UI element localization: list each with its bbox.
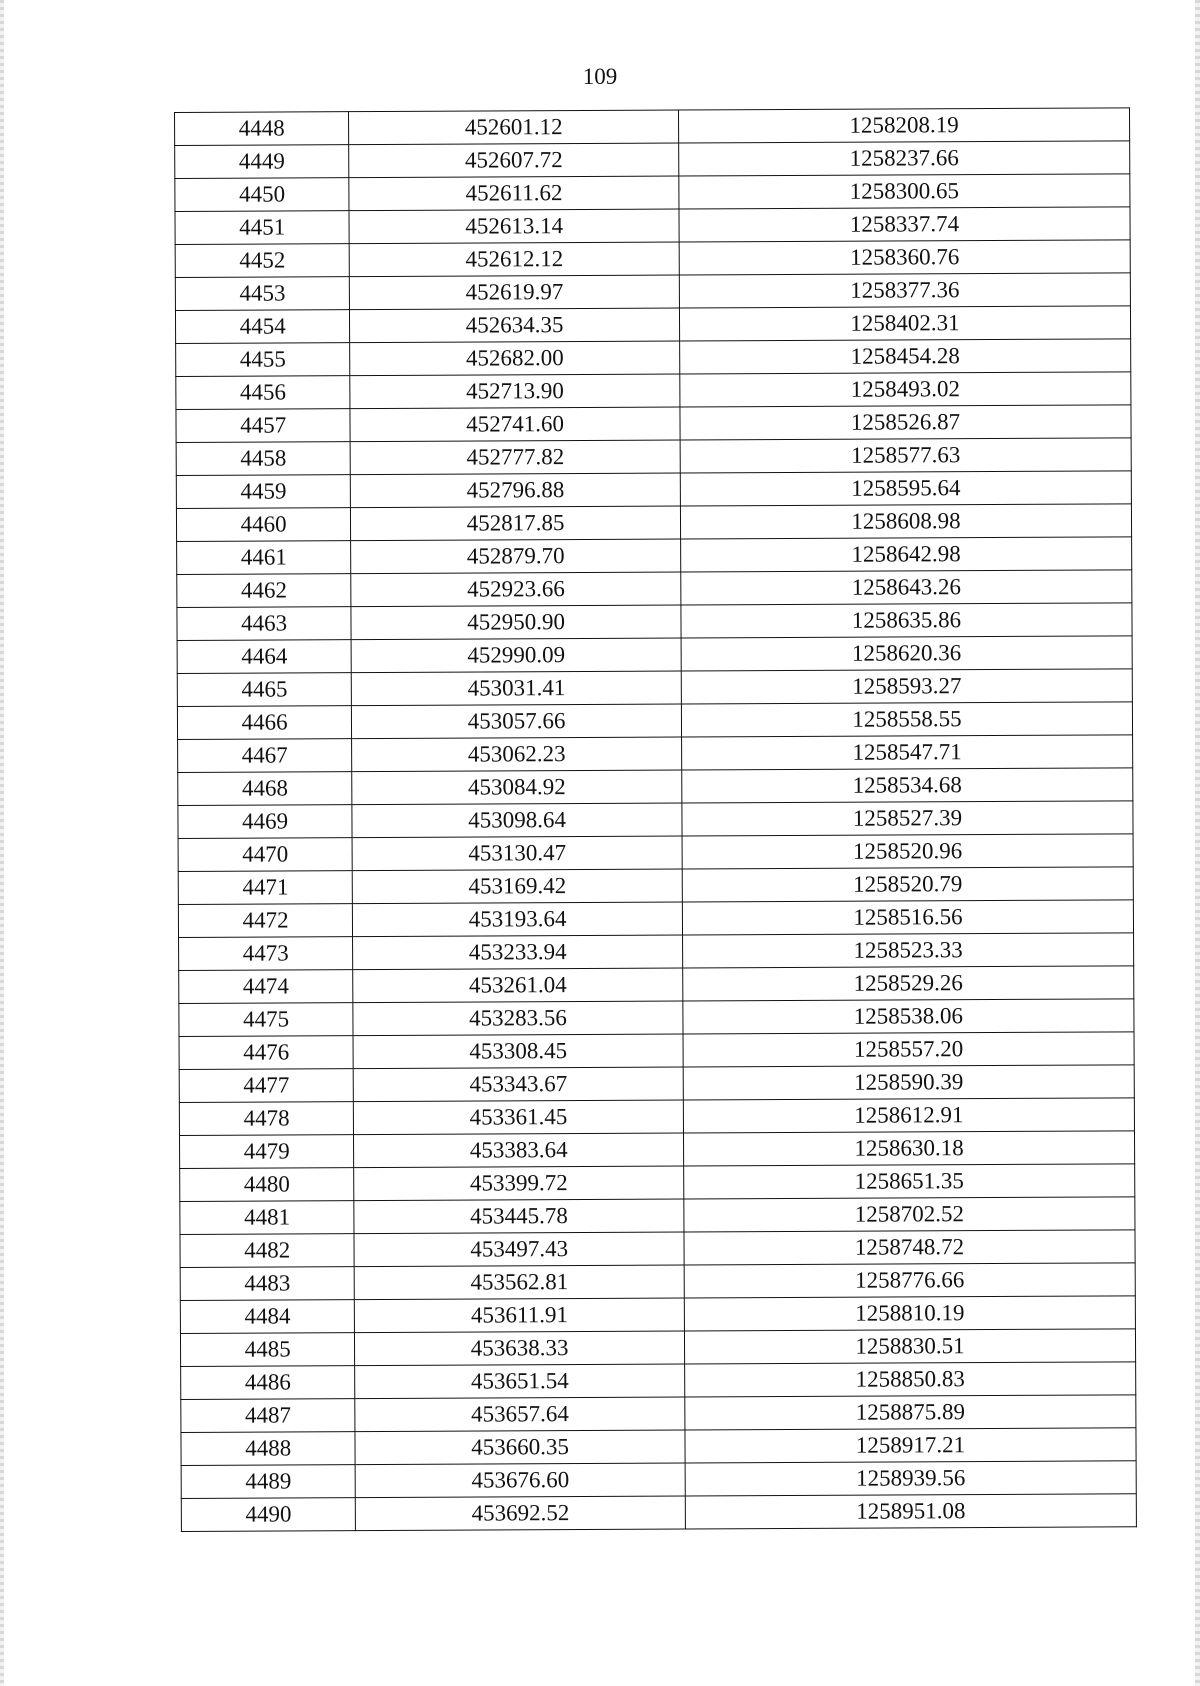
point-id-cell: 4488 [181, 1432, 355, 1466]
table-row [175, 273, 1130, 311]
y-coordinate-cell: 1258557.20 [683, 1032, 1134, 1067]
y-coordinate-cell: 1258520.79 [682, 867, 1133, 902]
table-row [180, 1329, 1135, 1367]
x-coordinate-cell: 453193.64 [353, 902, 683, 937]
y-coordinate-cell: 1258748.72 [684, 1230, 1135, 1265]
table-row [178, 834, 1133, 872]
table-row [179, 966, 1134, 1004]
table-row [178, 801, 1133, 839]
point-id-cell: 4464 [177, 640, 351, 674]
x-coordinate-cell: 452923.66 [351, 572, 681, 607]
x-coordinate-cell: 453084.92 [352, 770, 682, 805]
y-coordinate-cell: 1258590.39 [683, 1065, 1134, 1100]
y-coordinate-cell: 1258702.52 [684, 1197, 1135, 1232]
point-id-cell: 4475 [179, 1003, 353, 1037]
x-coordinate-cell: 453031.41 [352, 671, 682, 706]
point-id-cell: 4474 [179, 970, 353, 1004]
table-row [175, 207, 1130, 245]
page-number: 109 [582, 64, 618, 89]
table-row [175, 141, 1130, 179]
table-row [176, 405, 1131, 443]
scan-edge-left [0, 0, 4, 1686]
table-row [179, 999, 1134, 1037]
point-id-cell: 4489 [181, 1465, 355, 1499]
y-coordinate-cell: 1258643.26 [681, 570, 1132, 605]
table-row [181, 1362, 1136, 1400]
point-id-cell: 4485 [180, 1333, 354, 1367]
point-id-cell: 4476 [179, 1036, 353, 1070]
point-id-cell: 4456 [176, 376, 350, 410]
point-id-cell: 4479 [180, 1135, 354, 1169]
y-coordinate-cell: 1258595.64 [680, 471, 1131, 506]
y-coordinate-cell: 1258534.68 [682, 768, 1133, 803]
table-row [176, 438, 1131, 476]
table-row [180, 1296, 1135, 1334]
table-row [177, 570, 1132, 608]
y-coordinate-cell: 1258642.98 [681, 537, 1132, 572]
x-coordinate-cell: 453611.91 [355, 1298, 685, 1333]
y-coordinate-cell: 1258830.51 [684, 1329, 1135, 1364]
y-coordinate-cell: 1258577.63 [680, 438, 1131, 473]
point-id-cell: 4451 [175, 211, 349, 245]
table-row [180, 1131, 1135, 1169]
table-row [177, 603, 1132, 641]
y-coordinate-cell: 1258454.28 [680, 339, 1131, 374]
x-coordinate-cell: 452879.70 [351, 539, 681, 574]
point-id-cell: 4449 [175, 145, 349, 179]
x-coordinate-cell: 452611.62 [349, 176, 679, 211]
y-coordinate-cell: 1258237.66 [679, 141, 1130, 176]
y-coordinate-cell: 1258547.71 [681, 735, 1132, 770]
y-coordinate-cell: 1258402.31 [679, 306, 1130, 341]
x-coordinate-cell: 452607.72 [349, 143, 679, 178]
x-coordinate-cell: 453057.66 [352, 704, 682, 739]
y-coordinate-cell: 1258377.36 [679, 273, 1130, 308]
y-coordinate-cell: 1258493.02 [680, 372, 1131, 407]
x-coordinate-cell: 452612.12 [349, 242, 679, 277]
table-row [180, 1197, 1135, 1235]
x-coordinate-cell: 452796.88 [351, 473, 681, 508]
point-id-cell: 4468 [178, 772, 352, 806]
y-coordinate-cell: 1258208.19 [678, 108, 1129, 143]
y-coordinate-cell: 1258651.35 [684, 1164, 1135, 1199]
point-id-cell: 4450 [175, 178, 349, 212]
x-coordinate-cell: 452741.60 [350, 407, 680, 442]
x-coordinate-cell: 453657.64 [355, 1397, 685, 1432]
y-coordinate-cell: 1258630.18 [683, 1131, 1134, 1166]
table-row [179, 1098, 1134, 1136]
table-row [178, 867, 1133, 905]
x-coordinate-cell: 453660.35 [355, 1430, 685, 1465]
x-coordinate-cell: 452601.12 [349, 110, 679, 145]
x-coordinate-cell: 452817.85 [351, 506, 681, 541]
table-row [180, 1230, 1135, 1268]
x-coordinate-cell: 453062.23 [352, 737, 682, 772]
table-row [180, 1263, 1135, 1301]
table-row [176, 471, 1131, 509]
y-coordinate-cell: 1258612.91 [683, 1098, 1134, 1133]
point-id-cell: 4473 [179, 937, 353, 971]
y-coordinate-cell: 1258917.21 [685, 1428, 1136, 1463]
y-coordinate-cell: 1258337.74 [679, 207, 1130, 242]
point-id-cell: 4465 [177, 673, 351, 707]
table-row [177, 636, 1132, 674]
point-id-cell: 4461 [177, 541, 351, 575]
x-coordinate-cell: 453676.60 [355, 1463, 685, 1498]
x-coordinate-cell: 453562.81 [354, 1265, 684, 1300]
x-coordinate-cell: 453399.72 [354, 1166, 684, 1201]
y-coordinate-cell: 1258558.55 [681, 702, 1132, 737]
table-row [180, 1164, 1135, 1202]
y-coordinate-cell: 1258520.96 [682, 834, 1133, 869]
y-coordinate-cell: 1258523.33 [682, 933, 1133, 968]
x-coordinate-cell: 452619.97 [350, 275, 680, 310]
table-row [178, 900, 1133, 938]
x-coordinate-cell: 453638.33 [355, 1331, 685, 1366]
x-coordinate-cell: 453361.45 [354, 1100, 684, 1135]
point-id-cell: 4487 [181, 1399, 355, 1433]
point-id-cell: 4471 [178, 871, 352, 905]
x-coordinate-cell: 453308.45 [353, 1034, 683, 1069]
table-row [179, 1032, 1134, 1070]
y-coordinate-cell: 1258527.39 [682, 801, 1133, 836]
y-coordinate-cell: 1258776.66 [684, 1263, 1135, 1298]
point-id-cell: 4448 [175, 112, 349, 146]
point-id-cell: 4472 [178, 904, 352, 938]
x-coordinate-cell: 453651.54 [355, 1364, 685, 1399]
table-row [179, 933, 1134, 971]
table-row [175, 174, 1130, 212]
x-coordinate-cell: 453130.47 [352, 836, 682, 871]
table-row [176, 504, 1131, 542]
scan-edge-right [1195, 0, 1200, 1686]
point-id-cell: 4458 [176, 442, 350, 476]
point-id-cell: 4484 [180, 1300, 354, 1334]
x-coordinate-cell: 452713.90 [350, 374, 680, 409]
x-coordinate-cell: 452682.00 [350, 341, 680, 376]
point-id-cell: 4486 [181, 1366, 355, 1400]
table-body [175, 108, 1137, 1532]
y-coordinate-cell: 1258635.86 [681, 603, 1132, 638]
y-coordinate-cell: 1258538.06 [683, 999, 1134, 1034]
point-id-cell: 4462 [177, 574, 351, 608]
table-row [176, 372, 1131, 410]
point-id-cell: 4455 [176, 343, 350, 377]
y-coordinate-cell: 1258516.56 [682, 900, 1133, 935]
y-coordinate-cell: 1258939.56 [685, 1461, 1136, 1496]
point-id-cell: 4459 [176, 475, 350, 509]
x-coordinate-cell: 453497.43 [354, 1232, 684, 1267]
y-coordinate-cell: 1258608.98 [680, 504, 1131, 539]
table-row [177, 669, 1132, 707]
table-row [175, 240, 1130, 278]
point-id-cell: 4469 [178, 805, 352, 839]
table-row [181, 1395, 1136, 1433]
x-coordinate-cell: 452990.09 [351, 638, 681, 673]
y-coordinate-cell: 1258360.76 [679, 240, 1130, 275]
point-id-cell: 4482 [180, 1234, 354, 1268]
x-coordinate-cell: 452634.35 [350, 308, 680, 343]
coordinate-table [174, 107, 1137, 1532]
point-id-cell: 4466 [177, 706, 351, 740]
table-row [181, 1461, 1136, 1499]
point-id-cell: 4470 [178, 838, 352, 872]
table-row [177, 702, 1132, 740]
x-coordinate-cell: 453692.52 [356, 1496, 686, 1531]
point-id-cell: 4467 [178, 739, 352, 773]
y-coordinate-cell: 1258875.89 [685, 1395, 1136, 1430]
x-coordinate-cell: 453169.42 [352, 869, 682, 904]
x-coordinate-cell: 453261.04 [353, 968, 683, 1003]
table-row [175, 108, 1130, 146]
x-coordinate-cell: 453233.94 [353, 935, 683, 970]
x-coordinate-cell: 453283.56 [353, 1001, 683, 1036]
table-row [175, 306, 1130, 344]
y-coordinate-cell: 1258526.87 [680, 405, 1131, 440]
y-coordinate-cell: 1258810.19 [684, 1296, 1135, 1331]
point-id-cell: 4483 [180, 1267, 354, 1301]
point-id-cell: 4457 [176, 409, 350, 443]
y-coordinate-cell: 1258850.83 [685, 1362, 1136, 1397]
point-id-cell: 4490 [181, 1498, 355, 1532]
x-coordinate-cell: 453383.64 [354, 1133, 684, 1168]
point-id-cell: 4480 [180, 1168, 354, 1202]
x-coordinate-cell: 453343.67 [353, 1067, 683, 1102]
point-id-cell: 4452 [175, 244, 349, 278]
y-coordinate-cell: 1258593.27 [681, 669, 1132, 704]
y-coordinate-cell: 1258300.65 [679, 174, 1130, 209]
table-row [176, 339, 1131, 377]
table-row [178, 735, 1133, 773]
x-coordinate-cell: 452777.82 [350, 440, 680, 475]
y-coordinate-cell: 1258620.36 [681, 636, 1132, 671]
x-coordinate-cell: 452613.14 [349, 209, 679, 244]
point-id-cell: 4460 [176, 508, 350, 542]
table-row [177, 537, 1132, 575]
point-id-cell: 4481 [180, 1201, 354, 1235]
y-coordinate-cell: 1258951.08 [685, 1494, 1136, 1529]
point-id-cell: 4477 [179, 1069, 353, 1103]
table-row [181, 1428, 1136, 1466]
table-row [181, 1494, 1136, 1532]
point-id-cell: 4478 [179, 1102, 353, 1136]
table-row [179, 1065, 1134, 1103]
point-id-cell: 4453 [175, 277, 349, 311]
x-coordinate-cell: 452950.90 [351, 605, 681, 640]
point-id-cell: 4454 [175, 310, 349, 344]
y-coordinate-cell: 1258529.26 [683, 966, 1134, 1001]
x-coordinate-cell: 453445.78 [354, 1199, 684, 1234]
x-coordinate-cell: 453098.64 [352, 803, 682, 838]
table-row [178, 768, 1133, 806]
point-id-cell: 4463 [177, 607, 351, 641]
